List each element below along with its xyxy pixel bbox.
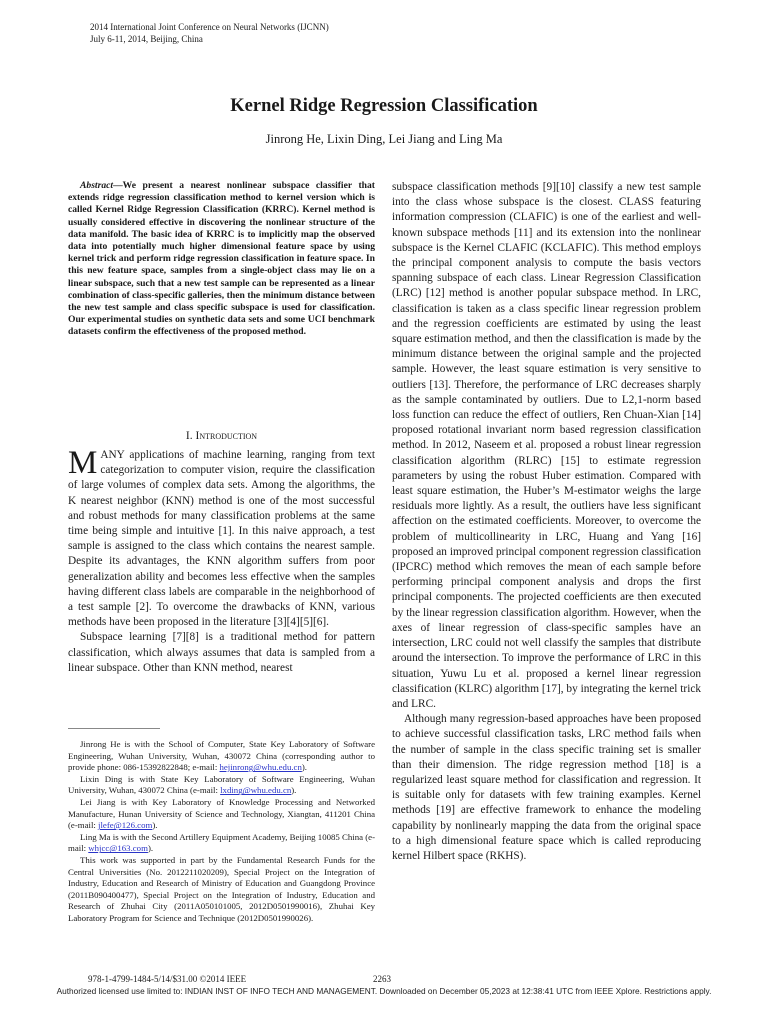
- intro-paragraph-2: Subspace learning [7][8] is a traditional method for pattern classification, which always assumes that data is sampled from a linear subspace. Other than KNN method, nearest: [68, 631, 375, 674]
- abstract: [68, 180, 375, 339]
- abstract-text: —We present a nearest nonlinear subspace classifier that extends ridge regression classification method to kernel version which is called Kernel Ridge Regression Classification (KRRC). Kernel method is usually considered effective in discovering the nonlinear structure of the data manifold. The basic idea of KRRC is to implicitly map the observed data into potentially much higher dimensional feature space by using kernel trick and perform ridge regression classification in feature space. In this new feature space, samples from a single-object class may lie on a linear subspace, such that a new test sample can be represented as a linear combination of class-specific galleries, then the minimum distance between the new test sample and class specific subspace is used for classification. Our experimental studies on synthetic data sets and some UCI benchmark datasets confirm the effectiveness of the proposed method.: [68, 180, 375, 338]
- section-name: Introduction: [195, 430, 258, 442]
- footnote-text: Jinrong He is with the School of Computer, State Key Laboratory of Software Engineering, Wuhan University, Wuhan, 430072 China (corresponding author to provide phone: 086-15392822848; e-mail:: [68, 739, 375, 773]
- email-link[interactable]: jlefe@126.com: [98, 820, 153, 831]
- right-column: [392, 180, 701, 864]
- paper-title: Kernel Ridge Regression Classification: [230, 96, 538, 116]
- intro-paragraph-1-text: ANY applications of machine learning, ranging from text categorization to computer vision, require the classification of large volumes of complex data sets. Among the algorithms, the K nearest neighbor (KNN) method is one of the most successful and robust methods for many classification problems at the same time being simple and intuitive [1]. In this naive approach, a test sample is assigned to the class which contains the nearest sample. Despite its advantages, the KNN algorithm suffers from poor generalization ability and becomes less effective when the samples having different class labels are comparable in the neighborhood of a test sample [2]. To overcome the drawbacks of KNN, various methods have been proposed in the literature [3][4][5][6].: [68, 449, 375, 629]
- right-paragraph-2: Although many regression-based approaches have been proposed to achieve successful classification tasks, LRC method fails when the number of sample in the class specific training set is smaller than their dimension. The ridge regression method [18] is a regularized least square method for classification and regression. It is suitable only for datasets with few training examples. Kernel methods [19] are effective framework to enhance the modeling capability by nonlinearly mapping the data from the original space to a high dimensional feature space which is called reproducing kernel Hilbert space (RKHS).: [392, 713, 701, 862]
- footnote-text-end: ).: [147, 843, 154, 854]
- footnote-author-4: [68, 832, 375, 855]
- section-numeral: I.: [185, 430, 193, 442]
- footnote-funding: [68, 855, 375, 925]
- abstract-block: [68, 180, 375, 339]
- conference-date: July 6-11, 2014, Beijing, China: [90, 34, 203, 44]
- drop-cap: M: [68, 445, 98, 481]
- license-notice: Authorized licensed use limited to: INDIAN INST OF INFO TECH AND MANAGEMENT. Downloaded on December 05,2023 at 12:38:41 UTC from IEEE Xplore. Restrictions apply.: [56, 986, 712, 996]
- footnote-text: Ling Ma is with the Second Artillery Equipment Academy, Beijing 10085 China (e-mail:: [68, 831, 375, 854]
- footnote-author-1: [68, 739, 375, 774]
- introduction-text: [68, 445, 375, 676]
- email-link[interactable]: whjcc@163.com: [88, 843, 148, 854]
- copyright-notice: 978-1-4799-1484-5/14/$31.00 ©2014 IEEE: [88, 974, 247, 984]
- footnote-text: Lei Jiang is with Key Laboratory of Knowledge Processing and Networked Manufacture, Hunan University of Science and Technology, Xiangtan, 411201 China (e-mail:: [68, 796, 375, 831]
- footnotes: [68, 739, 375, 925]
- footnote-author-2: [68, 774, 375, 797]
- conference-header: [90, 21, 329, 45]
- footnote-text: This work was supported in part by the Fundamental Research Funds for the Central Universities (No. 2012211020209), Special Project on the Integration of Industry, Education and Research of Ministry of Education and Guangdong Province (2011B090400477), Special Project on the Integration of Industry, Education and Research of Zhuhai City (2011A050101005, 2012D0501990016), Zhuhai Key Laboratory Program for Science and Technique (2012D0501990026).: [68, 854, 375, 923]
- footnote-divider: [68, 728, 160, 729]
- abstract-label: Abstract: [80, 180, 114, 191]
- conference-name: 2014 International Joint Conference on Neural Networks (IJCNN): [90, 22, 329, 32]
- email-link[interactable]: hejinrong@whu.edu.cn: [219, 762, 302, 773]
- section-heading-introduction: [68, 430, 375, 442]
- footnote-text-end: ).: [152, 820, 158, 831]
- footnote-text-end: ).: [301, 762, 307, 773]
- paper-authors: Jinrong He, Lixin Ding, Lei Jiang and Ling Ma: [265, 132, 503, 146]
- intro-paragraph-1: [68, 445, 375, 630]
- right-paragraph-1: subspace classification methods [9][10] classify a new test sample into the class whose subspace is the closest. CLASS featuring information compression (CLAFIC) is one of the earliest and well-known subspace methods [11] and its extension into the nonlinear subspace is the Kernel CLAFIC (KCLAFIC). This method employs the principal component analysis to compute the basis vectors spanning subspace of each class. Linear Regression Classification (LRC) [12] method is another popular subspace method. In LRC, classification is taken as a class specific linear regression problem and the regression coefficients are estimated by using the least square estimation method, and then the classification is made by the minimum distance between the original sample and the projected sample. However, the least square estimation is very sensitive to outliers [13]. Therefore, the performance of LRC decreases sharply as the sample contaminated by outliers. Due to L2,1-norm based loss function can reduce the effect of outliers, Ren Chuan-Xian [14] proposed rotational invariant norm based regression classification method. In 2012, Naseem et al. proposed a robust linear regression classification algorithm (RLRC) [15] to estimate regression parameters by using the robust Huber estimation. Compared with least square estimation, the Huber’s M-estimator weighs the large residuals more lightly. As a result, the outliers have less significant affection on the estimated coefficients. Moreover, to overcome the problem of multicollinearity in LRC, Huang and Yang [16] proposed an improved principal component regression classification (IPCRC) method which removes the mean of each sample before performing principal component analysis and drops the first principal components. The projected coefficients are then executed by the linear regression classification algorithm. However, when the axes of linear regression of class-specific samples have an intersection, LRC could not well classify the samples that distribute around the intersection. To improve the performance of LRC in this situation, Yuwu Lu et al. proposed a kernel linear regression classification (KLRC) algorithm [17], by integrating the kernel trick and LRC.: [392, 181, 701, 710]
- page-number: 2263: [373, 974, 391, 984]
- email-link[interactable]: lxding@whu.edu.cn: [220, 785, 292, 796]
- footnote-text: Lixin Ding is with State Key Laboratory of Software Engineering, Wuhan University, Wuhan, 430072 China (e-mail:: [68, 773, 375, 796]
- footnote-text-end: ).: [291, 785, 297, 796]
- footnote-author-3: [68, 797, 375, 832]
